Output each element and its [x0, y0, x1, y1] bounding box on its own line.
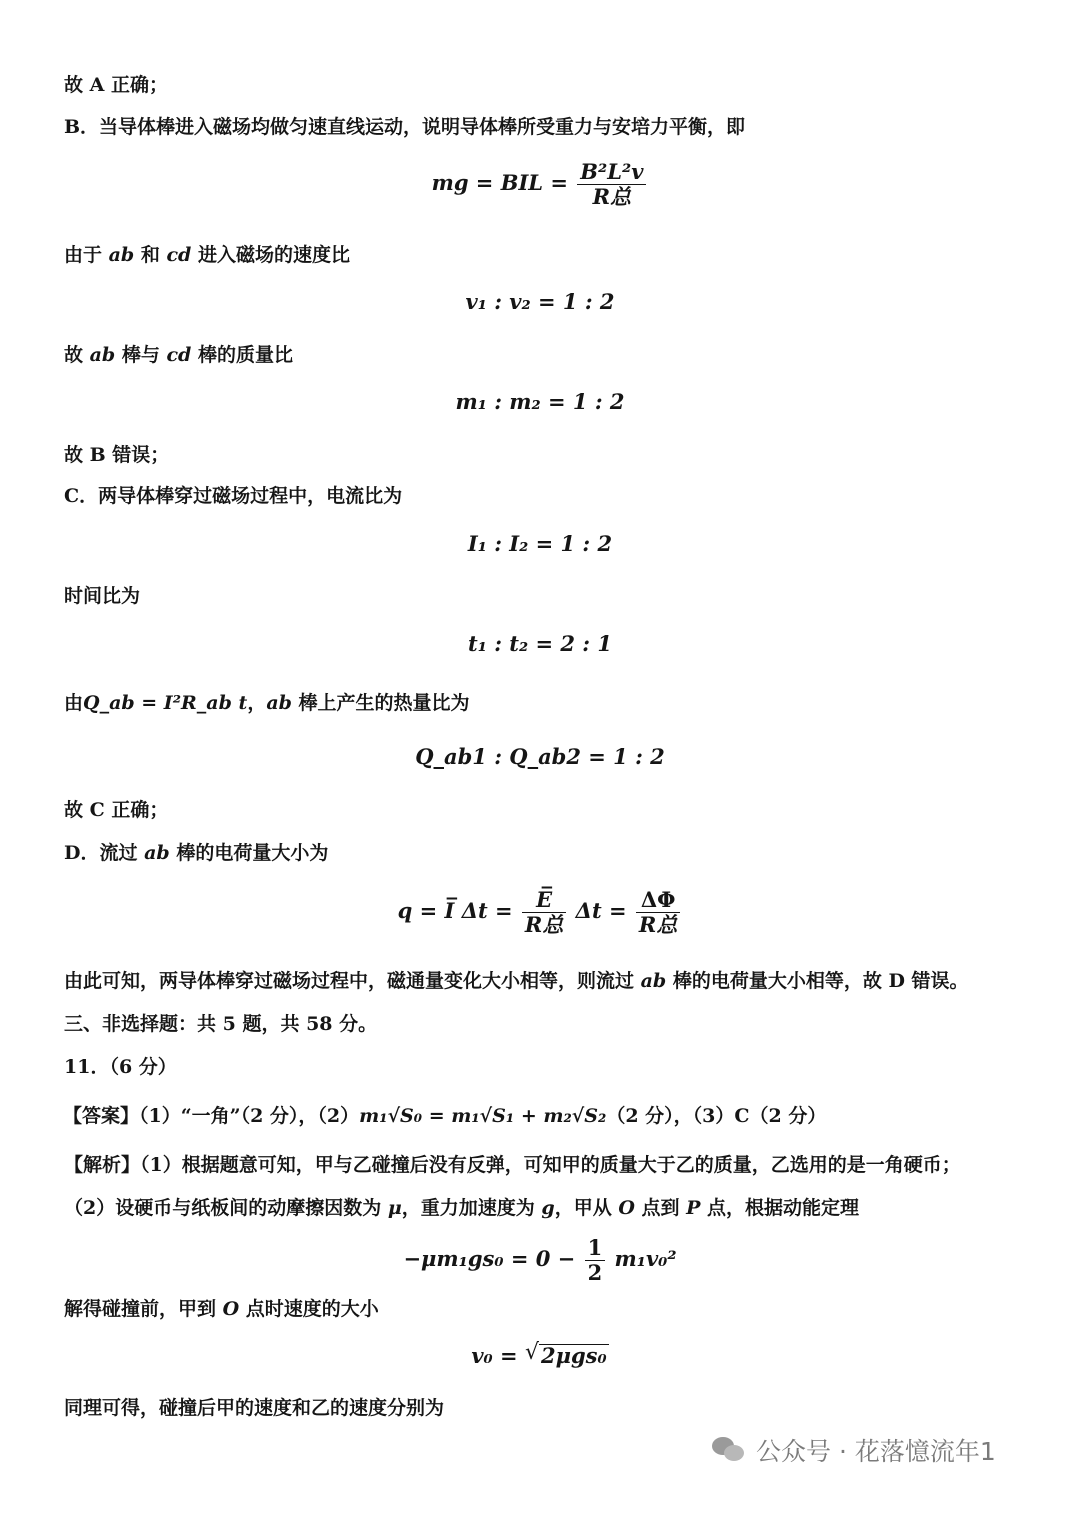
text-line-d-conclusion: [64, 968, 969, 994]
t: cd: [166, 244, 192, 266]
eq8-den: 2: [587, 1260, 603, 1285]
t: 【答案】（1）“一角”（2 分），（2）: [63, 1105, 360, 1127]
t: 故: [64, 344, 90, 366]
analysis-line-1: 【解析】（1）根据题意可知，甲与乙碰撞后没有反弹，可知甲的质量大于乙的质量，乙选用的是一角硬币；: [64, 1154, 961, 1176]
equation-heat-ratio: Q_ab1 : Q_ab2 = 1 : 2: [415, 744, 665, 769]
t: 点到: [634, 1197, 687, 1219]
question-11-heading: 11．（6 分）: [64, 1056, 177, 1078]
watermark: [712, 1430, 996, 1470]
eq7-den2: R总: [638, 912, 678, 937]
text-line-a-correct: 故 A 正确；: [64, 74, 168, 96]
wechat-icon: [712, 1435, 746, 1465]
text-line-heat-ratio-intro: [64, 690, 470, 716]
eq8-rhs: m₁v₀²: [614, 1246, 677, 1271]
t: ab: [266, 692, 292, 714]
text-line-d-analysis: [64, 840, 328, 866]
t: 由: [64, 692, 84, 714]
t: P: [686, 1197, 701, 1219]
t: μ: [387, 1197, 402, 1219]
text-line-c-correct: 故 C 正确；: [64, 799, 169, 821]
text-line-b-analysis: B．当导体棒进入磁场均做匀速直线运动，说明导体棒所受重力与安培力平衡，即: [64, 116, 746, 138]
eq7-num2: ΔΦ: [636, 888, 680, 913]
analysis-line-2: [64, 1195, 859, 1221]
t: ，: [247, 692, 267, 714]
t: cd: [166, 344, 192, 366]
eq7-fraction-2: [636, 888, 680, 937]
eq7-fraction-1: [522, 888, 566, 937]
t: ab: [640, 970, 667, 992]
t: 由此可知，两导体棒穿过磁场过程中，磁通量变化大小相等，则流过: [64, 970, 641, 992]
text-line-solve-v0: [64, 1296, 379, 1322]
eq7-num1: E̅: [522, 888, 566, 913]
eq8-num: 1: [585, 1236, 606, 1261]
equation-speed-ratio: v₁ : v₂ = 1 : 2: [465, 289, 615, 314]
text-line-speed-ratio-intro: [64, 242, 350, 268]
t: 棒的质量比: [191, 344, 293, 366]
equation-charge: [0, 888, 1080, 937]
t: g: [541, 1197, 555, 1219]
text-line-time-ratio-intro: 时间比为: [64, 585, 141, 607]
equation-work-energy: [0, 1236, 1080, 1285]
t: 由于: [64, 244, 109, 266]
equation-mass-ratio: m₁ : m₂ = 1 : 2: [455, 389, 625, 414]
t: ab: [89, 344, 116, 366]
t: 棒的电荷量大小为: [169, 842, 329, 864]
t: 点，根据动能定理: [700, 1197, 860, 1219]
equation-force-balance: [0, 160, 1080, 209]
t: 点时速度的大小: [239, 1298, 379, 1320]
t: O: [222, 1298, 240, 1320]
eq7-lhs: q = I̅ Δt =: [397, 898, 520, 923]
t: ab: [144, 842, 170, 864]
eq1-denominator: R总: [592, 184, 632, 209]
t: O: [618, 1197, 635, 1219]
answer-line: [63, 1101, 826, 1128]
answer-equation: m₁√S₀ = m₁√S₁ + m₂√S₂: [359, 1105, 607, 1127]
equation-time-ratio: t₁ : t₂ = 2 : 1: [468, 631, 612, 656]
text-line-c-analysis: C．两导体棒穿过磁场过程中，电流比为: [64, 485, 403, 507]
eq7-mid: Δt =: [575, 898, 634, 923]
eq7-den1: R总: [524, 912, 564, 937]
eq8-lhs: −μm₁gs₀ = 0 −: [403, 1246, 583, 1271]
t: 棒的电荷量大小相等，故 D 错误。: [666, 970, 969, 992]
t: 解得碰撞前，甲到: [64, 1298, 223, 1320]
t: （2 分），（3）C（2 分）: [606, 1105, 827, 1127]
text-line-mass-ratio-intro: [64, 342, 293, 368]
inline-heat-formula: Q_ab = I²R_ab t: [83, 692, 248, 714]
eq1-fraction: [577, 160, 646, 209]
eq9-sqrt: [527, 1342, 609, 1370]
eq9-radicand: 2μgs₀: [540, 1343, 607, 1368]
t: ，甲从: [554, 1197, 619, 1219]
t: D．流过: [64, 842, 145, 864]
t: 棒与: [115, 344, 167, 366]
eq1-lhs: mg = BIL =: [431, 170, 576, 195]
section-heading-non-choice: 三、非选择题：共 5 题，共 58 分。: [64, 1013, 378, 1035]
t: 进入磁场的速度比: [191, 244, 350, 266]
text-line-after-collision: 同理可得，碰撞后甲的速度和乙的速度分别为: [64, 1397, 445, 1419]
watermark-text: 公众号 · 花落憶流年1: [756, 1437, 996, 1466]
eq1-numerator: B²L²v: [577, 160, 646, 185]
t: 棒上产生的热量比为: [291, 692, 470, 714]
t: （2）设硬币与纸板间的动摩擦因数为: [64, 1197, 388, 1219]
equation-v0: [0, 1342, 1080, 1370]
eq8-fraction: [585, 1236, 606, 1285]
t: ，重力加速度为: [401, 1197, 542, 1219]
t: ab: [108, 244, 135, 266]
text-line-b-wrong: 故 B 错误；: [64, 444, 170, 466]
equation-current-ratio: I₁ : I₂ = 1 : 2: [467, 531, 613, 556]
eq9-lhs: v₀ =: [471, 1343, 525, 1368]
t: 和: [134, 244, 167, 266]
